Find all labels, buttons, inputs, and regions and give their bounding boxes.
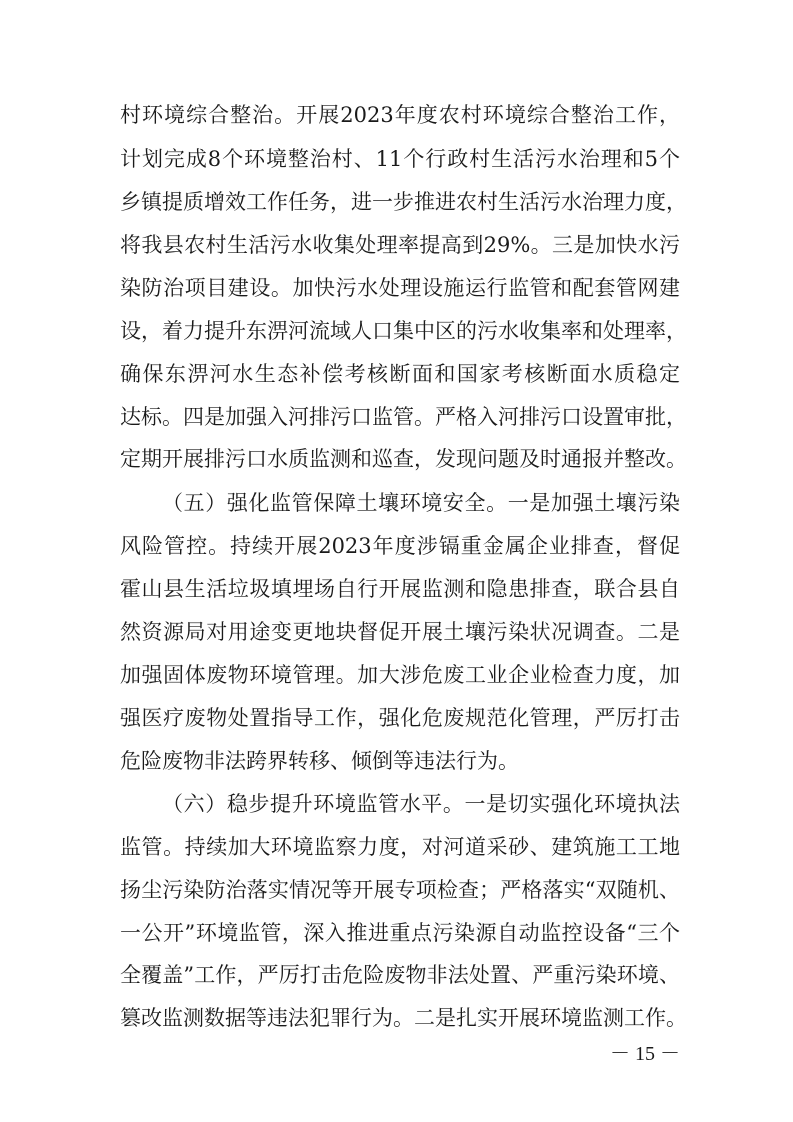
body-text-line: 霍山县生活垃圾填埋场自行开展监测和隐患排查，联合县自: [120, 577, 680, 601]
body-text-line: 加强固体废物环境管理。加大涉危废工业企业检查力度，加: [120, 663, 680, 687]
body-text-line: 然资源局对用途变更地块督促开展土壤污染状况调查。二是: [120, 620, 680, 644]
body-text-line: 监管。持续加大环境监察力度，对河道采砂、建筑施工工地: [120, 835, 680, 859]
body-text-line: 达标。四是加强入河排污口监管。严格入河排污口设置审批，: [120, 405, 687, 429]
body-text-line: 篡改监测数据等违法犯罪行为。二是扎实开展环境监测工作。: [120, 1006, 687, 1030]
body-text-line: 危险废物非法跨界转移、倾倒等违法行为。: [120, 749, 519, 773]
body-text-line: 乡镇提质增效工作任务，进一步推进农村生活污水治理力度，: [120, 190, 687, 214]
body-text-line: 确保东淠河水生态补偿考核断面和国家考核断面水质稳定: [120, 362, 680, 386]
section-heading-line: （六）稳步提升环境监管水平。一是切实强化环境执法: [162, 792, 680, 816]
body-text-line: 扬尘污染防治落实情况等开展专项检查；严格落实“双随机、: [120, 878, 680, 902]
page-number: － 15 －: [610, 1043, 680, 1065]
body-text-line: 将我县农村生活污水收集处理率提高到29%。三是加快水污: [120, 233, 680, 257]
body-text-line: 设，着力提升东淠河流域人口集中区的污水收集率和处理率，: [120, 319, 687, 343]
section-heading-line: （五）强化监管保障土壤环境安全。一是加强土壤污染: [162, 491, 680, 515]
body-text-line: 全覆盖”工作，严厉打击危险废物非法处置、严重污染环境、: [120, 963, 680, 987]
body-text-line: 染防治项目建设。加快污水处理设施运行监管和配套管网建: [120, 276, 680, 300]
body-text-line: 风险管控。持续开展2023年度涉镉重金属企业排查，督促: [120, 534, 680, 558]
body-text-line: 一公开”环境监管，深入推进重点污染源自动监控设备“三个: [120, 921, 680, 945]
body-text-line: 定期开展排污口水质监测和巡查，发现问题及时通报并整改。: [120, 447, 687, 471]
body-text-line: 村环境综合整治。开展2023年度农村环境综合整治工作，: [120, 103, 680, 127]
body-text-line: 计划完成8个环境整治村、11个行政村生活污水治理和5个: [120, 147, 680, 171]
body-text-line: 强医疗废物处置指导工作，强化危废规范化管理，严厉打击: [120, 706, 680, 730]
